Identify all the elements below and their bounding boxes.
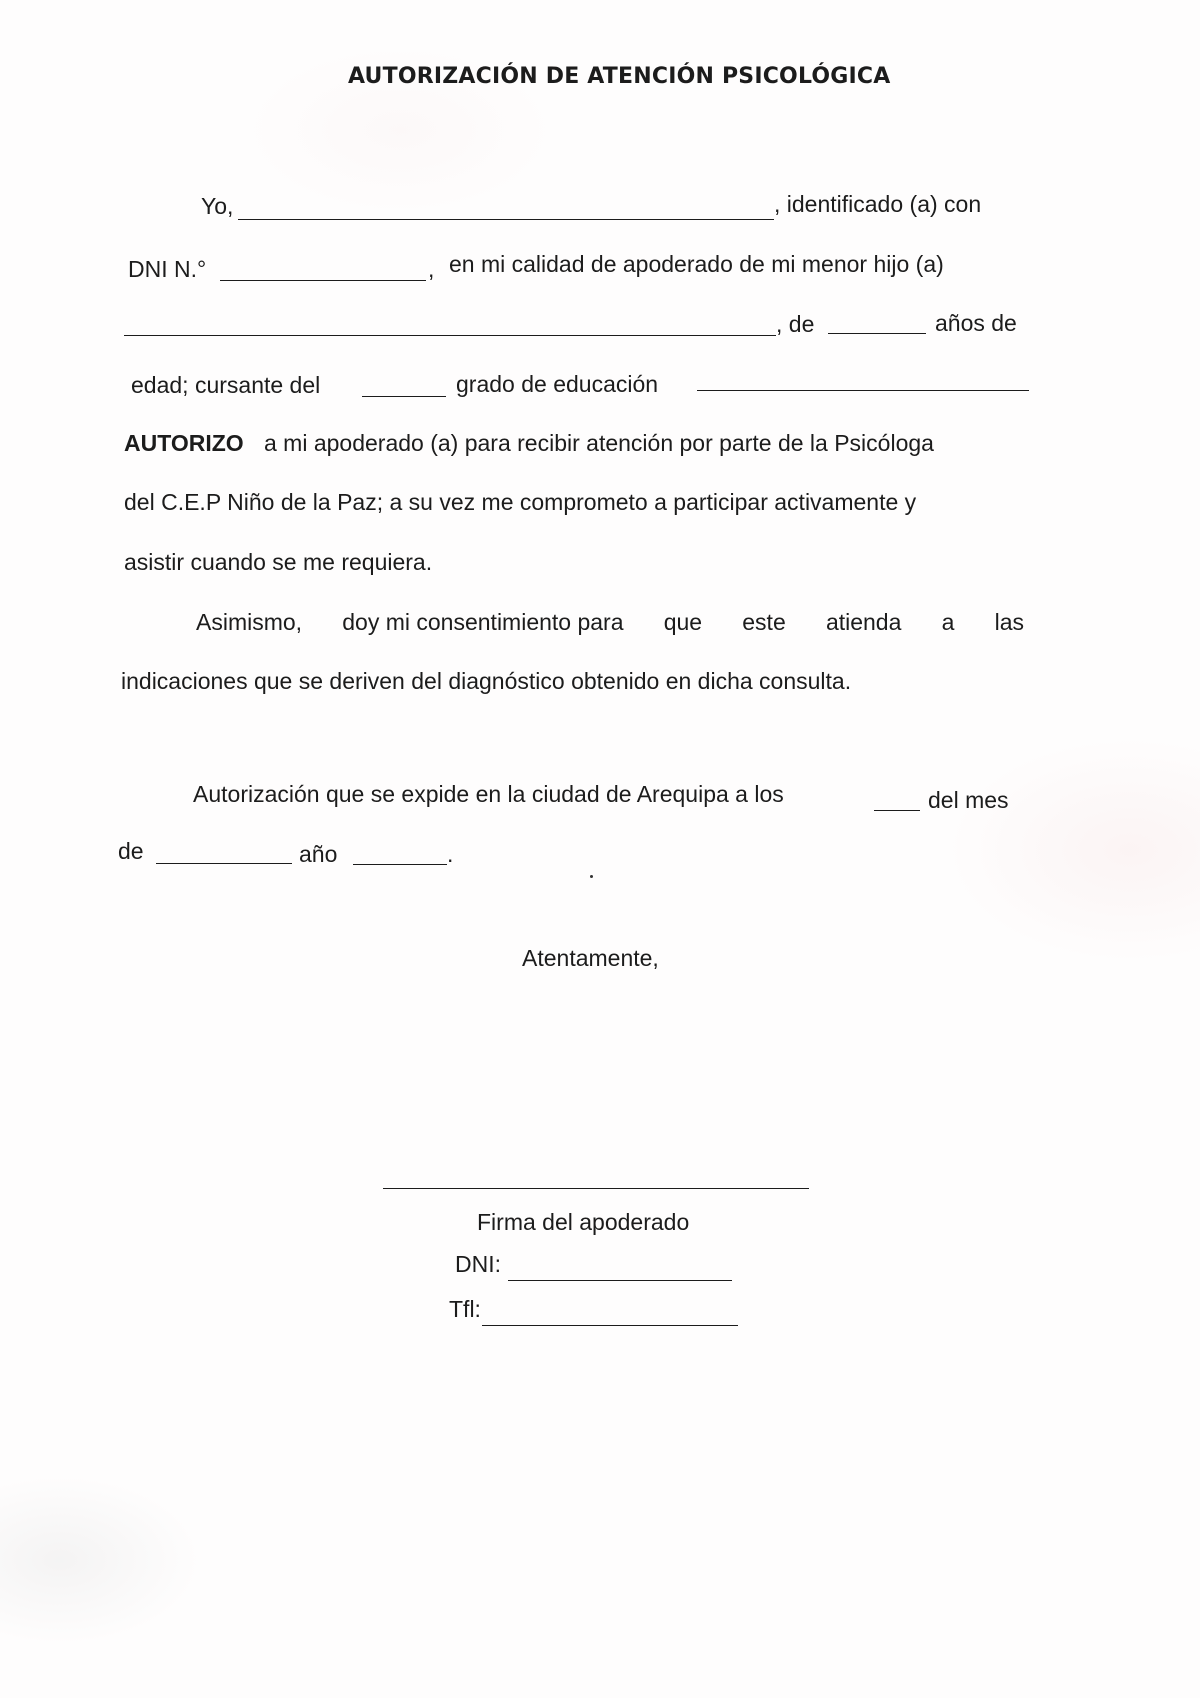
signature-line[interactable]	[383, 1188, 809, 1189]
word: Asimismo,	[196, 609, 303, 635]
grade-blank[interactable]	[362, 396, 446, 397]
word: este	[742, 609, 786, 635]
dni-blank[interactable]	[220, 280, 426, 281]
indicaciones-line: indicaciones que se deriven del diagnóstico obtenido en dicha consulta.	[121, 668, 852, 694]
child-name-blank[interactable]	[124, 335, 776, 336]
word: las	[994, 609, 1024, 635]
anios-label: años de	[935, 310, 1017, 336]
de-mes-label: de	[118, 838, 144, 864]
month-blank[interactable]	[156, 863, 292, 864]
identificado-label: , identificado (a) con	[774, 191, 982, 217]
autorizo-text: a mi apoderado (a) para recibir atención por parte de la Psicóloga	[264, 430, 934, 456]
word: atienda	[825, 609, 902, 635]
expide-text: Autorización que se expide en la ciudad de Arequipa a los	[193, 781, 784, 807]
body-line-6: asistir cuando se me requiera.	[124, 549, 433, 575]
body-line-5: del C.E.P Niño de la Paz; a su vez me comprometo a participar activamente y	[124, 489, 917, 515]
signature-dni-label: DNI:	[455, 1251, 501, 1277]
period: .	[447, 841, 454, 867]
de-label: , de	[776, 311, 815, 337]
edad-label: edad; cursante del	[131, 372, 321, 398]
asimismo-line	[196, 608, 1024, 636]
day-blank[interactable]	[874, 810, 920, 811]
document-title: AUTORIZACIÓN DE ATENCIÓN PSICOLÓGICA	[348, 64, 891, 89]
closing-text: Atentamente,	[522, 945, 659, 971]
del-mes-label: del mes	[928, 787, 1009, 813]
word: doy mi consentimiento para	[342, 609, 624, 635]
dni-label: DNI N.°	[128, 256, 207, 282]
education-blank[interactable]	[697, 390, 1029, 391]
autorizo-label: AUTORIZO	[124, 430, 244, 456]
ink-speck	[590, 875, 593, 878]
age-blank[interactable]	[828, 333, 926, 334]
grado-label: grado de educación	[456, 371, 659, 397]
signature-dni-blank[interactable]	[508, 1280, 732, 1281]
name-blank[interactable]	[238, 219, 774, 220]
year-blank[interactable]	[353, 864, 447, 865]
calidad-text: en mi calidad de apoderado de mi menor hijo (a)	[449, 251, 944, 277]
yo-label: Yo,	[201, 193, 234, 219]
signature-label: Firma del apoderado	[477, 1209, 690, 1235]
comma: ,	[428, 256, 435, 282]
anio-label: año	[299, 841, 338, 867]
word: que	[663, 609, 703, 635]
signature-tfl-label: Tfl:	[449, 1296, 481, 1322]
signature-tfl-blank[interactable]	[482, 1325, 738, 1326]
word: a	[941, 609, 955, 635]
